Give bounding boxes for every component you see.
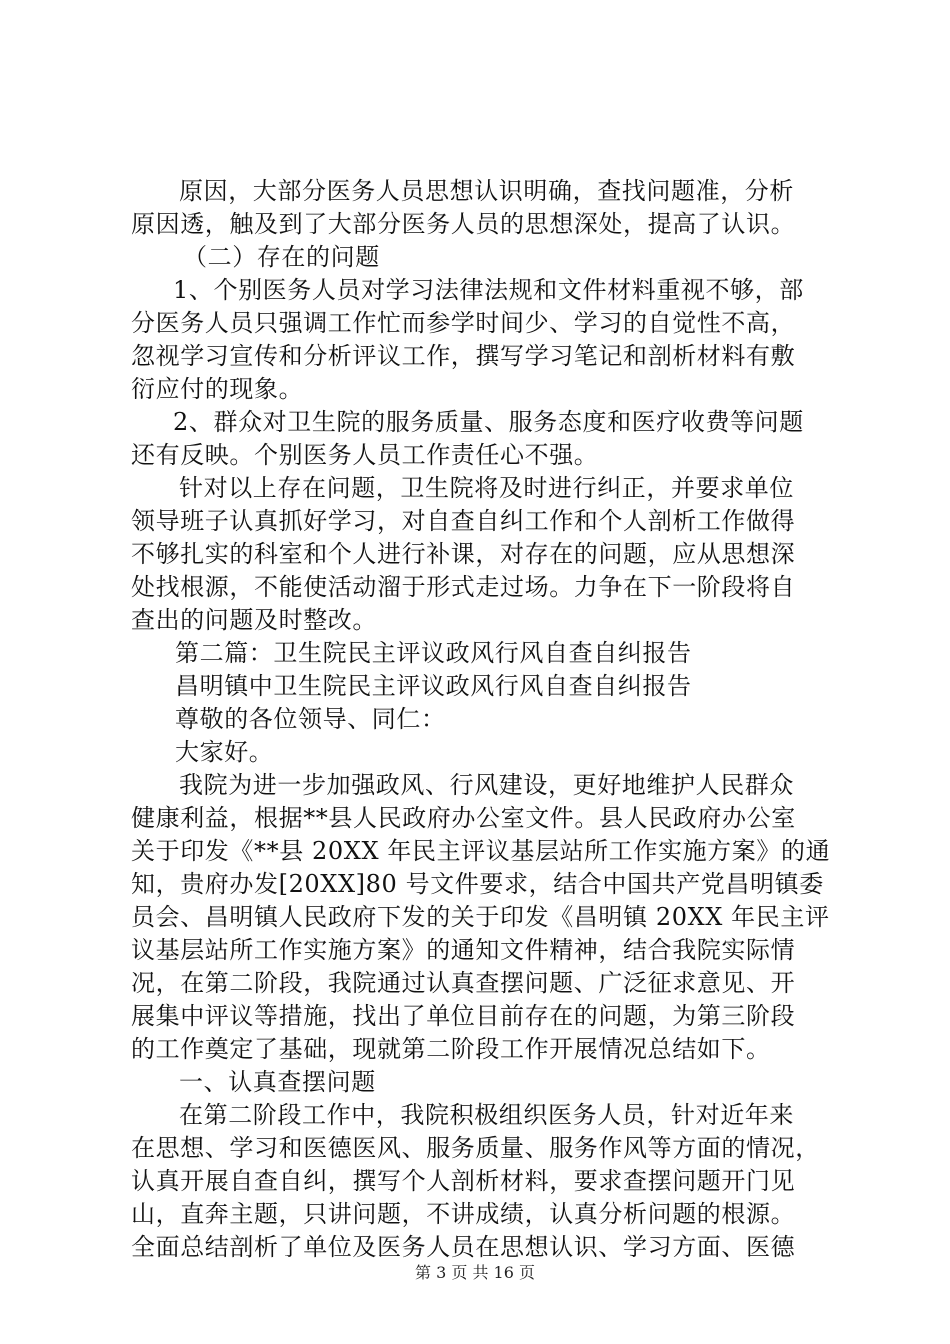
text-line: 健康利益，根据**县人民政府办公室文件。县人民政府办公室 [131,804,796,832]
text-line: 针对以上存在问题，卫生院将及时进行纠正，并要求单位 [179,474,794,502]
text-line: 还有反映。个别医务人员工作责任心不强。 [131,441,599,469]
page-footer: 第 3 页 共 16 页 [415,1263,535,1282]
text-line: 知，贵府办发[20XX]80 号文件要求，结合中国共产党昌明镇委 [131,870,824,898]
text-line: 忽视学习宣传和分析评议工作，撰写学习笔记和剖析材料有敷 [131,342,796,370]
text-line: 在第二阶段工作中，我院积极组织医务人员，针对近年来 [179,1101,794,1129]
text-line: 1、个别医务人员对学习法律法规和文件材料重视不够，部 [173,276,804,304]
text-line: 员会、昌明镇人民政府下发的关于印发《昌明镇 20XX 年民主评 [131,903,830,931]
text-line: 在思想、学习和医德医风、服务质量、服务作风等方面的情况， [131,1134,820,1162]
section-heading: （二）存在的问题 [183,243,380,271]
text-line: 认真开展自查自纠，撰写个人剖析材料，要求查摆问题开门见 [131,1167,796,1195]
text-line: 我院为进一步加强政风、行风建设，更好地维护人民群众 [179,771,794,799]
text-line: 的工作奠定了基础，现就第二阶段工作开展情况总结如下。 [131,1035,771,1063]
text-line: 原因，大部分医务人员思想认识明确，查找问题准，分析 [179,177,794,205]
text-line: 查出的问题及时整改。 [131,606,377,634]
text-line: 不够扎实的科室和个人进行补课，对存在的问题，应从思想深 [131,540,796,568]
greeting: 大家好。 [175,738,274,766]
text-line: 领导班子认真抓好学习，对自查自纠工作和个人剖析工作做得 [131,507,796,535]
report-title: 昌明镇中卫生院民主评议政风行风自查自纠报告 [175,672,692,700]
chapter-title: 第二篇：卫生院民主评议政风行风自查自纠报告 [175,639,692,667]
text-line: 山，直奔主题，只讲问题，不讲成绩，认真分析问题的根源。 [131,1200,796,1228]
text-line: 衍应付的现象。 [131,375,304,403]
text-line: 全面总结剖析了单位及医务人员在思想认识、学习方面、医德 [131,1233,796,1261]
text-line: 议基层站所工作实施方案》的通知文件精神，结合我院实际情 [131,936,796,964]
text-line: 原因透，触及到了大部分医务人员的思想深处，提高了认识。 [131,210,796,238]
text-line: 2、群众对卫生院的服务质量、服务态度和医疗收费等问题 [173,408,804,436]
text-line: 展集中评议等措施，找出了单位目前存在的问题，为第三阶段 [131,1002,796,1030]
text-line: 处找根源，不能使活动溜于形式走过场。力争在下一阶段将自 [131,573,796,601]
salutation: 尊敬的各位领导、同仁： [175,705,446,733]
text-line: 况，在第二阶段，我院通过认真查摆问题、广泛征求意见、开 [131,969,796,997]
text-line: 分医务人员只强调工作忙而参学时间少、学习的自觉性不高， [131,309,796,337]
section-heading: 一、认真查摆问题 [179,1068,376,1096]
text-line: 关于印发《**县 20XX 年民主评议基层站所工作实施方案》的通 [131,837,831,865]
